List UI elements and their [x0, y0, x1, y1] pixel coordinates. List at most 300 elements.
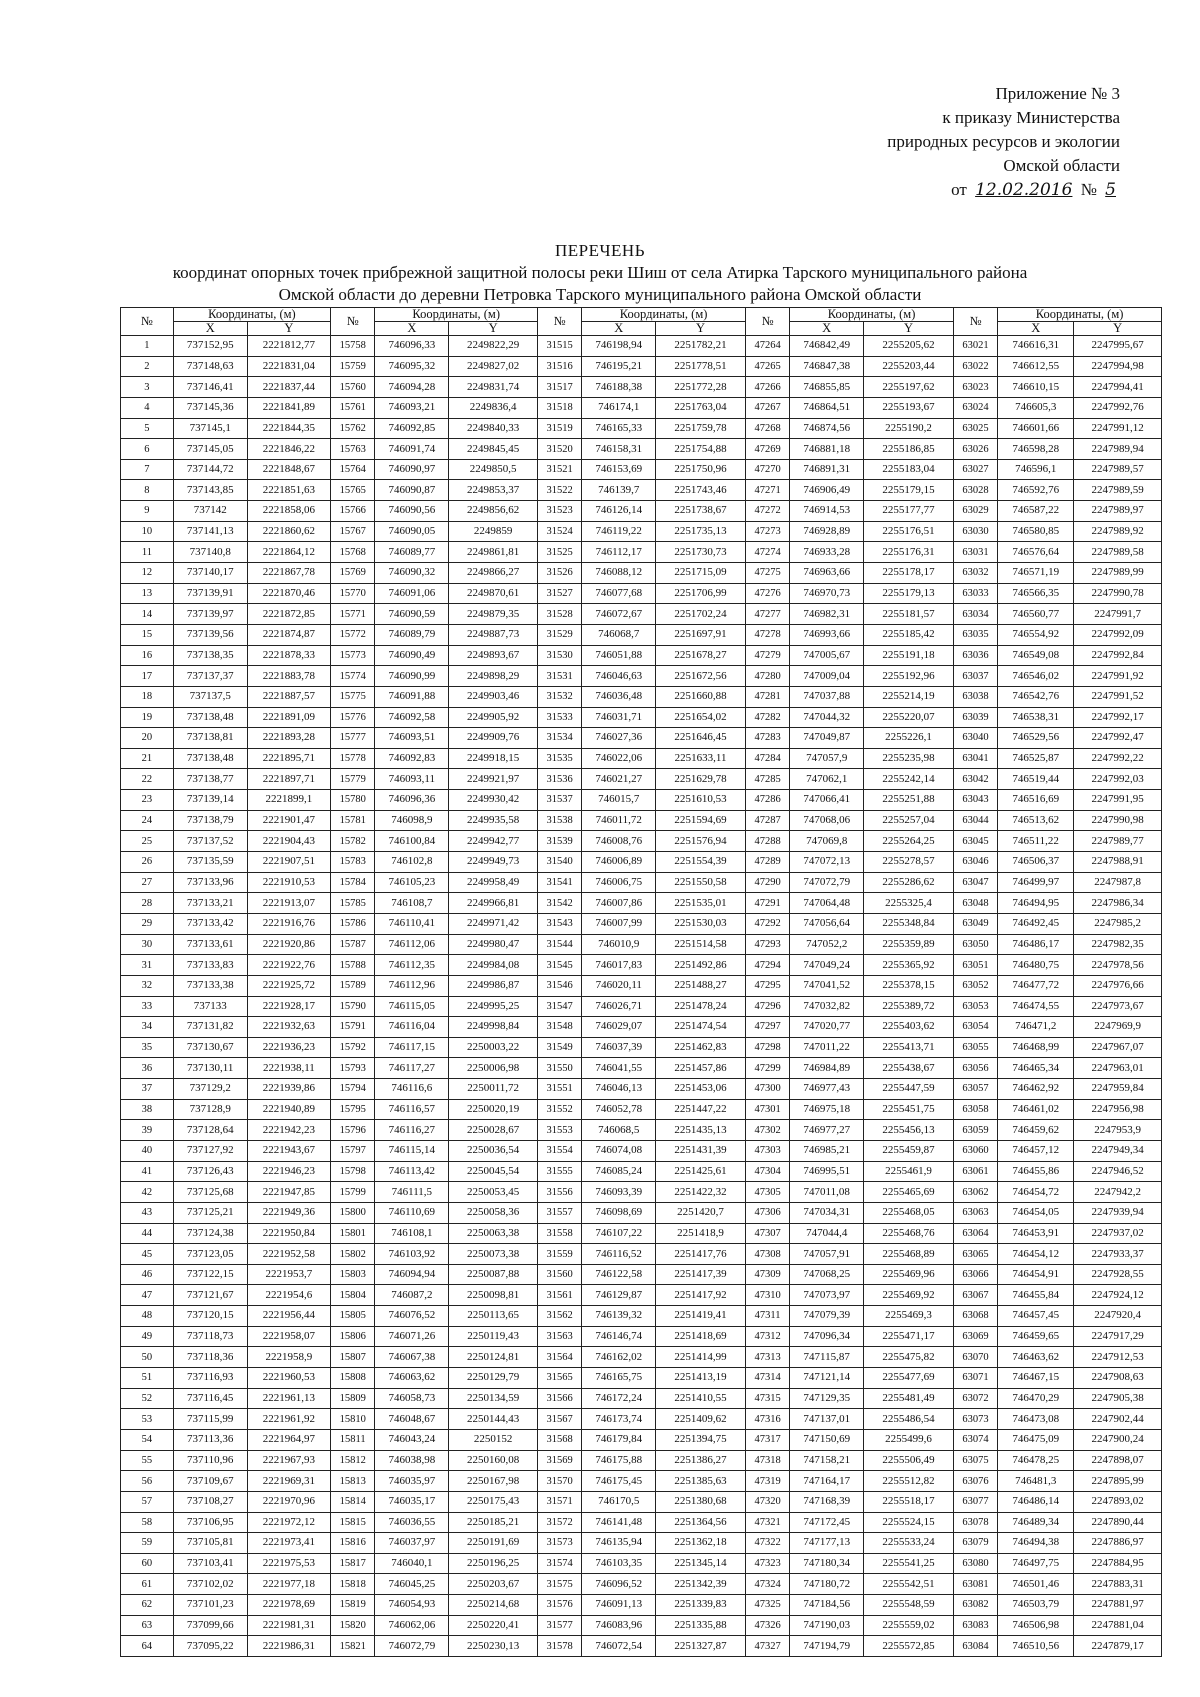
y-coordinate-cell: 2255459,87 — [864, 1140, 954, 1161]
x-coordinate-cell: 746112,06 — [375, 934, 449, 955]
y-coordinate-cell: 2251394,75 — [656, 1429, 746, 1450]
y-coordinate-cell: 2221947,85 — [247, 1182, 330, 1203]
point-number-cell: 15794 — [331, 1079, 375, 1100]
y-coordinate-cell: 2249822,29 — [449, 336, 538, 357]
y-coordinate-cell: 2255325,4 — [864, 893, 954, 914]
point-number-cell: 15806 — [331, 1326, 375, 1347]
y-coordinate-cell: 2221887,57 — [247, 686, 330, 707]
point-number-cell: 31577 — [537, 1615, 581, 1636]
x-coordinate-cell: 737106,95 — [173, 1512, 247, 1533]
y-coordinate-cell: 2250167,98 — [449, 1471, 538, 1492]
x-coordinate-cell: 746139,32 — [582, 1306, 656, 1327]
x-coordinate-cell: 737138,35 — [173, 645, 247, 666]
point-number-cell: 31562 — [537, 1306, 581, 1327]
point-number-cell: 31572 — [537, 1512, 581, 1533]
y-coordinate-cell: 2221960,53 — [247, 1368, 330, 1389]
x-coordinate-cell: 747005,67 — [790, 645, 864, 666]
point-number-cell: 15773 — [331, 645, 375, 666]
y-coordinate-cell: 2221812,77 — [247, 336, 330, 357]
point-number-cell: 63078 — [953, 1512, 997, 1533]
y-coordinate-cell: 2255413,71 — [864, 1037, 954, 1058]
point-number-cell: 31555 — [537, 1161, 581, 1182]
x-coordinate-cell: 746091,74 — [375, 439, 449, 460]
table-row — [121, 1037, 1162, 1058]
y-coordinate-cell: 2247994,98 — [1074, 356, 1162, 377]
y-coordinate-cell: 2251339,83 — [656, 1595, 746, 1616]
point-number-cell: 15790 — [331, 996, 375, 1017]
point-number-cell: 47292 — [745, 913, 789, 934]
table-row — [121, 1409, 1162, 1430]
x-coordinate-cell: 747115,87 — [790, 1347, 864, 1368]
x-coordinate-cell: 746090,99 — [375, 666, 449, 687]
y-coordinate-cell: 2221942,23 — [247, 1120, 330, 1141]
table-row — [121, 1161, 1162, 1182]
appendix-line-2: к приказу Министерства — [942, 108, 1120, 127]
x-coordinate-cell: 746510,56 — [998, 1636, 1074, 1657]
y-coordinate-cell: 2251550,58 — [656, 872, 746, 893]
y-coordinate-cell: 2251380,68 — [656, 1491, 746, 1512]
header-y: Y — [247, 322, 330, 336]
y-coordinate-cell: 2249845,45 — [449, 439, 538, 460]
y-coordinate-cell: 2247902,44 — [1074, 1409, 1162, 1430]
x-coordinate-cell: 746110,69 — [375, 1202, 449, 1223]
x-coordinate-cell: 746172,24 — [582, 1388, 656, 1409]
point-number-cell: 34 — [121, 1017, 174, 1038]
point-number-cell: 47293 — [745, 934, 789, 955]
x-coordinate-cell: 746995,51 — [790, 1161, 864, 1182]
x-coordinate-cell: 746026,71 — [582, 996, 656, 1017]
point-number-cell: 63044 — [953, 810, 997, 831]
x-coordinate-cell: 746462,92 — [998, 1079, 1074, 1100]
x-coordinate-cell: 746036,48 — [582, 686, 656, 707]
point-number-cell: 63058 — [953, 1099, 997, 1120]
y-coordinate-cell: 2221851,63 — [247, 480, 330, 501]
x-coordinate-cell: 746094,94 — [375, 1264, 449, 1285]
table-row — [121, 686, 1162, 707]
point-number-cell: 15793 — [331, 1058, 375, 1079]
y-coordinate-cell: 2249898,29 — [449, 666, 538, 687]
point-number-cell: 47297 — [745, 1017, 789, 1038]
y-coordinate-cell: 2247990,78 — [1074, 583, 1162, 604]
point-number-cell: 63027 — [953, 459, 997, 480]
point-number-cell: 63072 — [953, 1388, 997, 1409]
header-y: Y — [864, 322, 954, 336]
point-number-cell: 42 — [121, 1182, 174, 1203]
point-number-cell: 6 — [121, 439, 174, 460]
y-coordinate-cell: 2251706,99 — [656, 583, 746, 604]
x-coordinate-cell: 746116,6 — [375, 1079, 449, 1100]
x-coordinate-cell: 746035,17 — [375, 1491, 449, 1512]
x-coordinate-cell: 737152,95 — [173, 336, 247, 357]
point-number-cell: 31520 — [537, 439, 581, 460]
x-coordinate-cell: 747041,52 — [790, 975, 864, 996]
point-number-cell: 56 — [121, 1471, 174, 1492]
x-coordinate-cell: 746076,52 — [375, 1306, 449, 1327]
x-coordinate-cell: 746592,76 — [998, 480, 1074, 501]
y-coordinate-cell: 2251462,83 — [656, 1037, 746, 1058]
x-coordinate-cell: 746162,02 — [582, 1347, 656, 1368]
point-number-cell: 47324 — [745, 1574, 789, 1595]
point-number-cell: 31523 — [537, 501, 581, 522]
point-number-cell: 31548 — [537, 1017, 581, 1038]
x-coordinate-cell: 746035,97 — [375, 1471, 449, 1492]
table-row — [121, 1368, 1162, 1389]
x-coordinate-cell: 746471,2 — [998, 1017, 1074, 1038]
x-coordinate-cell: 746090,97 — [375, 459, 449, 480]
y-coordinate-cell: 2251715,09 — [656, 563, 746, 584]
point-number-cell: 15798 — [331, 1161, 375, 1182]
y-coordinate-cell: 2221899,1 — [247, 790, 330, 811]
point-number-cell: 12 — [121, 563, 174, 584]
y-coordinate-cell: 2255542,51 — [864, 1574, 954, 1595]
y-coordinate-cell: 2249853,37 — [449, 480, 538, 501]
table-row — [121, 1099, 1162, 1120]
point-number-cell: 63060 — [953, 1140, 997, 1161]
x-coordinate-cell: 737143,85 — [173, 480, 247, 501]
x-coordinate-cell: 746112,17 — [582, 542, 656, 563]
point-number-cell: 46 — [121, 1264, 174, 1285]
x-coordinate-cell: 746542,76 — [998, 686, 1074, 707]
y-coordinate-cell: 2247989,58 — [1074, 542, 1162, 563]
y-coordinate-cell: 2251478,24 — [656, 996, 746, 1017]
x-coordinate-cell: 746031,71 — [582, 707, 656, 728]
point-number-cell: 47283 — [745, 728, 789, 749]
x-coordinate-cell: 746173,74 — [582, 1409, 656, 1430]
point-number-cell: 47300 — [745, 1079, 789, 1100]
y-coordinate-cell: 2247985,2 — [1074, 913, 1162, 934]
y-coordinate-cell: 2221961,92 — [247, 1409, 330, 1430]
x-coordinate-cell: 746058,73 — [375, 1388, 449, 1409]
x-coordinate-cell: 746139,7 — [582, 480, 656, 501]
point-number-cell: 63046 — [953, 852, 997, 873]
x-coordinate-cell: 746083,96 — [582, 1615, 656, 1636]
point-number-cell: 31525 — [537, 542, 581, 563]
x-coordinate-cell: 746105,23 — [375, 872, 449, 893]
y-coordinate-cell: 2247900,24 — [1074, 1429, 1162, 1450]
y-coordinate-cell: 2255257,04 — [864, 810, 954, 831]
y-coordinate-cell: 2221891,09 — [247, 707, 330, 728]
x-coordinate-cell: 746475,09 — [998, 1429, 1074, 1450]
point-number-cell: 47278 — [745, 624, 789, 645]
point-number-cell: 15818 — [331, 1574, 375, 1595]
x-coordinate-cell: 746041,55 — [582, 1058, 656, 1079]
point-number-cell: 47294 — [745, 955, 789, 976]
y-coordinate-cell: 2251554,39 — [656, 852, 746, 873]
x-coordinate-cell: 746616,31 — [998, 336, 1074, 357]
y-coordinate-cell: 2247898,07 — [1074, 1450, 1162, 1471]
point-number-cell: 50 — [121, 1347, 174, 1368]
point-number-cell: 47307 — [745, 1223, 789, 1244]
y-coordinate-cell: 2247992,09 — [1074, 624, 1162, 645]
y-coordinate-cell: 2249870,61 — [449, 583, 538, 604]
point-number-cell: 33 — [121, 996, 174, 1017]
point-number-cell: 32 — [121, 975, 174, 996]
x-coordinate-cell: 747057,91 — [790, 1244, 864, 1265]
point-number-cell: 63025 — [953, 418, 997, 439]
x-coordinate-cell: 747037,88 — [790, 686, 864, 707]
x-coordinate-cell: 747066,41 — [790, 790, 864, 811]
x-coordinate-cell: 746970,73 — [790, 583, 864, 604]
header-x: X — [998, 322, 1074, 336]
point-number-cell: 40 — [121, 1140, 174, 1161]
y-coordinate-cell: 2221981,31 — [247, 1615, 330, 1636]
point-number-cell: 47310 — [745, 1285, 789, 1306]
x-coordinate-cell: 747184,56 — [790, 1595, 864, 1616]
point-number-cell: 63036 — [953, 645, 997, 666]
point-number-cell: 31550 — [537, 1058, 581, 1079]
x-coordinate-cell: 746975,18 — [790, 1099, 864, 1120]
y-coordinate-cell: 2251576,94 — [656, 831, 746, 852]
point-number-cell: 63021 — [953, 336, 997, 357]
y-coordinate-cell: 2249905,92 — [449, 707, 538, 728]
y-coordinate-cell: 2250045,54 — [449, 1161, 538, 1182]
point-number-cell: 47321 — [745, 1512, 789, 1533]
x-coordinate-cell: 746046,63 — [582, 666, 656, 687]
point-number-cell: 10 — [121, 521, 174, 542]
point-number-cell: 31546 — [537, 975, 581, 996]
y-coordinate-cell: 2221837,44 — [247, 377, 330, 398]
y-coordinate-cell: 2249859 — [449, 521, 538, 542]
y-coordinate-cell: 2247969,9 — [1074, 1017, 1162, 1038]
y-coordinate-cell: 2247992,47 — [1074, 728, 1162, 749]
point-number-cell: 13 — [121, 583, 174, 604]
point-number-cell: 63054 — [953, 1017, 997, 1038]
point-number-cell: 15792 — [331, 1037, 375, 1058]
x-coordinate-cell: 746499,97 — [998, 872, 1074, 893]
y-coordinate-cell: 2251633,11 — [656, 748, 746, 769]
y-coordinate-cell: 2251417,92 — [656, 1285, 746, 1306]
y-coordinate-cell: 2249831,74 — [449, 377, 538, 398]
point-number-cell: 31545 — [537, 955, 581, 976]
x-coordinate-cell: 746088,12 — [582, 563, 656, 584]
y-coordinate-cell: 2221958,07 — [247, 1326, 330, 1347]
y-coordinate-cell: 2255186,85 — [864, 439, 954, 460]
point-number-cell: 63022 — [953, 356, 997, 377]
point-number-cell: 63082 — [953, 1595, 997, 1616]
point-number-cell: 47325 — [745, 1595, 789, 1616]
table-row — [121, 790, 1162, 811]
x-coordinate-cell: 746103,92 — [375, 1244, 449, 1265]
point-number-cell: 47295 — [745, 975, 789, 996]
y-coordinate-cell: 2249949,73 — [449, 852, 538, 873]
y-coordinate-cell: 2249958,49 — [449, 872, 538, 893]
y-coordinate-cell: 2251417,76 — [656, 1244, 746, 1265]
y-coordinate-cell: 2247990,98 — [1074, 810, 1162, 831]
y-coordinate-cell: 2251327,87 — [656, 1636, 746, 1657]
y-coordinate-cell: 2221848,67 — [247, 459, 330, 480]
x-coordinate-cell: 746102,8 — [375, 852, 449, 873]
point-number-cell: 63080 — [953, 1553, 997, 1574]
y-coordinate-cell: 2255176,31 — [864, 542, 954, 563]
x-coordinate-cell: 746153,69 — [582, 459, 656, 480]
y-coordinate-cell: 2247956,98 — [1074, 1099, 1162, 1120]
order-line — [887, 178, 1120, 202]
point-number-cell: 63061 — [953, 1161, 997, 1182]
point-number-cell: 31575 — [537, 1574, 581, 1595]
table-row — [121, 1285, 1162, 1306]
x-coordinate-cell: 746566,35 — [998, 583, 1074, 604]
y-coordinate-cell: 2247953,9 — [1074, 1120, 1162, 1141]
header-y: Y — [1074, 322, 1162, 336]
y-coordinate-cell: 2221872,85 — [247, 604, 330, 625]
x-coordinate-cell: 737133,38 — [173, 975, 247, 996]
point-number-cell: 15781 — [331, 810, 375, 831]
y-coordinate-cell: 2247978,56 — [1074, 955, 1162, 976]
y-coordinate-cell: 2221878,33 — [247, 645, 330, 666]
table-row — [121, 707, 1162, 728]
point-number-cell: 63066 — [953, 1264, 997, 1285]
table-row — [121, 1471, 1162, 1492]
point-number-cell: 15784 — [331, 872, 375, 893]
table-row — [121, 955, 1162, 976]
point-number-cell: 31563 — [537, 1326, 581, 1347]
y-coordinate-cell: 2251730,73 — [656, 542, 746, 563]
y-coordinate-cell: 2251738,67 — [656, 501, 746, 522]
point-number-cell: 47320 — [745, 1491, 789, 1512]
x-coordinate-cell: 737138,48 — [173, 748, 247, 769]
point-number-cell: 47276 — [745, 583, 789, 604]
x-coordinate-cell: 746165,75 — [582, 1368, 656, 1389]
table-row — [121, 1533, 1162, 1554]
point-number-cell: 5 — [121, 418, 174, 439]
point-number-cell: 31543 — [537, 913, 581, 934]
x-coordinate-cell: 746560,77 — [998, 604, 1074, 625]
y-coordinate-cell: 2249893,67 — [449, 645, 538, 666]
y-coordinate-cell: 2221874,87 — [247, 624, 330, 645]
y-coordinate-cell: 2247881,04 — [1074, 1615, 1162, 1636]
point-number-cell: 51 — [121, 1368, 174, 1389]
y-coordinate-cell: 2251654,02 — [656, 707, 746, 728]
point-number-cell: 15810 — [331, 1409, 375, 1430]
x-coordinate-cell: 737116,93 — [173, 1368, 247, 1389]
x-coordinate-cell: 746486,17 — [998, 934, 1074, 955]
header-num: № — [745, 308, 789, 336]
point-number-cell: 61 — [121, 1574, 174, 1595]
x-coordinate-cell: 746108,1 — [375, 1223, 449, 1244]
x-coordinate-cell: 746503,79 — [998, 1595, 1074, 1616]
y-coordinate-cell: 2250152 — [449, 1429, 538, 1450]
x-coordinate-cell: 746175,88 — [582, 1450, 656, 1471]
y-coordinate-cell: 2247991,92 — [1074, 666, 1162, 687]
point-number-cell: 47265 — [745, 356, 789, 377]
point-number-cell: 47279 — [745, 645, 789, 666]
y-coordinate-cell: 2247982,35 — [1074, 934, 1162, 955]
point-number-cell: 47302 — [745, 1120, 789, 1141]
y-coordinate-cell: 2247989,92 — [1074, 521, 1162, 542]
point-number-cell: 15821 — [331, 1636, 375, 1657]
point-number-cell: 15785 — [331, 893, 375, 914]
y-coordinate-cell: 2221883,78 — [247, 666, 330, 687]
point-number-cell: 63047 — [953, 872, 997, 893]
y-coordinate-cell: 2221844,35 — [247, 418, 330, 439]
x-coordinate-cell: 746538,31 — [998, 707, 1074, 728]
y-coordinate-cell: 2249980,47 — [449, 934, 538, 955]
point-number-cell: 63059 — [953, 1120, 997, 1141]
y-coordinate-cell: 2221916,76 — [247, 913, 330, 934]
point-number-cell: 31569 — [537, 1450, 581, 1471]
y-coordinate-cell: 2250073,38 — [449, 1244, 538, 1265]
point-number-cell: 14 — [121, 604, 174, 625]
point-number-cell: 15765 — [331, 480, 375, 501]
point-number-cell: 31544 — [537, 934, 581, 955]
x-coordinate-cell: 737133,83 — [173, 955, 247, 976]
x-coordinate-cell: 746457,45 — [998, 1306, 1074, 1327]
y-coordinate-cell: 2250196,25 — [449, 1553, 538, 1574]
order-date: 12.02.2016 — [975, 180, 1073, 200]
x-coordinate-cell: 737128,64 — [173, 1120, 247, 1141]
y-coordinate-cell: 2221846,22 — [247, 439, 330, 460]
table-row — [121, 872, 1162, 893]
point-number-cell: 47288 — [745, 831, 789, 852]
point-number-cell: 31528 — [537, 604, 581, 625]
point-number-cell: 15788 — [331, 955, 375, 976]
y-coordinate-cell: 2221893,28 — [247, 728, 330, 749]
y-coordinate-cell: 2221954,6 — [247, 1285, 330, 1306]
x-coordinate-cell: 747011,08 — [790, 1182, 864, 1203]
x-coordinate-cell: 746610,15 — [998, 377, 1074, 398]
point-number-cell: 47312 — [745, 1326, 789, 1347]
y-coordinate-cell: 2251763,04 — [656, 397, 746, 418]
table-row — [121, 728, 1162, 749]
x-coordinate-cell: 737123,05 — [173, 1244, 247, 1265]
point-number-cell: 27 — [121, 872, 174, 893]
point-number-cell: 47280 — [745, 666, 789, 687]
x-coordinate-cell: 746046,13 — [582, 1079, 656, 1100]
x-coordinate-cell: 747072,13 — [790, 852, 864, 873]
point-number-cell: 31561 — [537, 1285, 581, 1306]
table-row — [121, 1120, 1162, 1141]
x-coordinate-cell: 746135,94 — [582, 1533, 656, 1554]
x-coordinate-cell: 737140,8 — [173, 542, 247, 563]
point-number-cell: 47281 — [745, 686, 789, 707]
y-coordinate-cell: 2255220,07 — [864, 707, 954, 728]
x-coordinate-cell: 746072,54 — [582, 1636, 656, 1657]
point-number-cell: 63063 — [953, 1202, 997, 1223]
point-number-cell: 47316 — [745, 1409, 789, 1430]
x-coordinate-cell: 737109,67 — [173, 1471, 247, 1492]
y-coordinate-cell: 2255191,18 — [864, 645, 954, 666]
y-coordinate-cell: 2251759,78 — [656, 418, 746, 439]
x-coordinate-cell: 746549,08 — [998, 645, 1074, 666]
x-coordinate-cell: 746126,14 — [582, 501, 656, 522]
y-coordinate-cell: 2247992,17 — [1074, 707, 1162, 728]
x-coordinate-cell: 746477,72 — [998, 975, 1074, 996]
point-number-cell: 47277 — [745, 604, 789, 625]
point-number-cell: 15759 — [331, 356, 375, 377]
x-coordinate-cell: 746017,83 — [582, 955, 656, 976]
x-coordinate-cell: 746486,14 — [998, 1491, 1074, 1512]
header-x: X — [173, 322, 247, 336]
table-row — [121, 1306, 1162, 1327]
point-number-cell: 31535 — [537, 748, 581, 769]
x-coordinate-cell: 737137,37 — [173, 666, 247, 687]
y-coordinate-cell: 2251410,55 — [656, 1388, 746, 1409]
y-coordinate-cell: 2251385,63 — [656, 1471, 746, 1492]
table-row — [121, 1326, 1162, 1347]
table-row — [121, 1079, 1162, 1100]
y-coordinate-cell: 2221925,72 — [247, 975, 330, 996]
y-coordinate-cell: 2247992,84 — [1074, 645, 1162, 666]
header-y: Y — [656, 322, 746, 336]
y-coordinate-cell: 2247949,34 — [1074, 1140, 1162, 1161]
point-number-cell: 15772 — [331, 624, 375, 645]
x-coordinate-cell: 746174,1 — [582, 397, 656, 418]
y-coordinate-cell: 2255559,02 — [864, 1615, 954, 1636]
point-number-cell: 63079 — [953, 1533, 997, 1554]
x-coordinate-cell: 746077,68 — [582, 583, 656, 604]
point-number-cell: 15809 — [331, 1388, 375, 1409]
point-number-cell: 15795 — [331, 1099, 375, 1120]
